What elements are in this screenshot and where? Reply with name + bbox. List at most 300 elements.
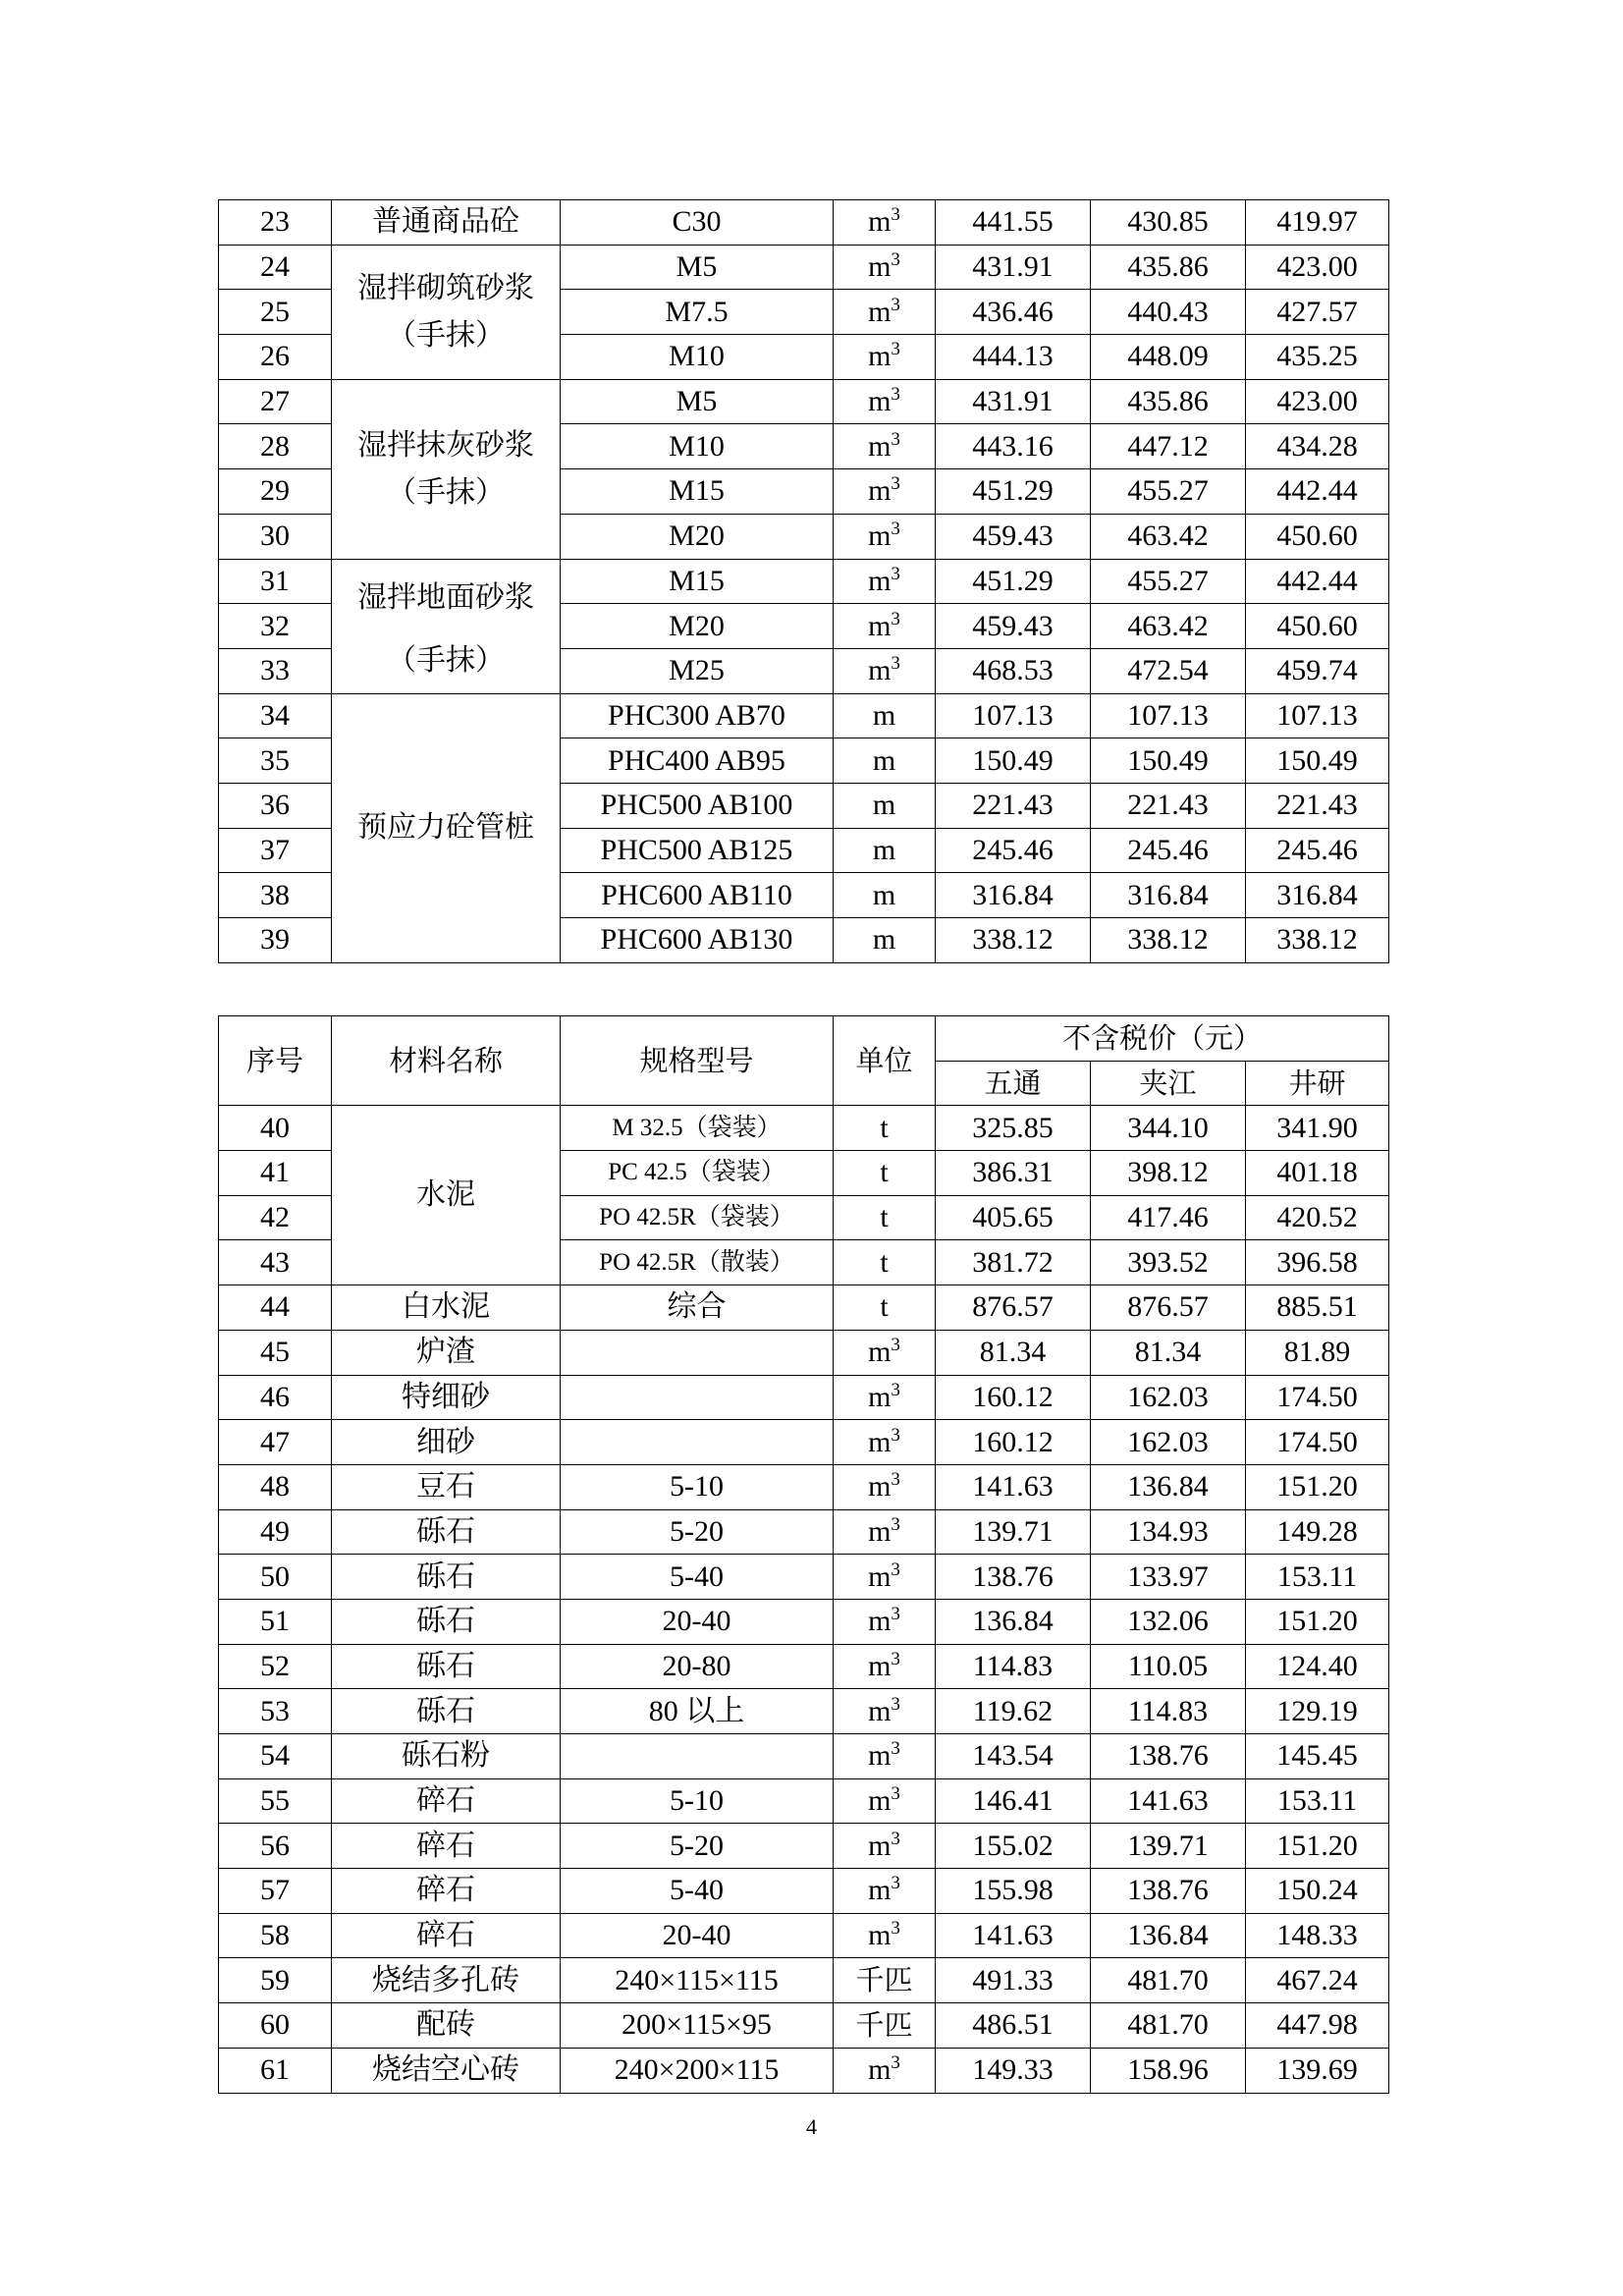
unit-cell: [834, 1375, 936, 1420]
unit-text: m: [868, 1425, 892, 1458]
unit-superscript: 3: [891, 473, 900, 495]
unit-cell: [834, 648, 936, 693]
header-row: [219, 1016, 1389, 1062]
row-number: 32: [219, 604, 332, 649]
spec-cell: 20-40: [561, 1913, 834, 1958]
price-jingyan: 442.44: [1246, 469, 1389, 515]
price-jingyan: 459.74: [1246, 648, 1389, 693]
price-jiajiang: 138.76: [1091, 1869, 1246, 1914]
price-jingyan: 129.19: [1246, 1689, 1389, 1734]
unit-text: m: [872, 698, 896, 732]
spec-cell: PC 42.5（袋装）: [561, 1151, 834, 1196]
price-wutong: 136.84: [936, 1599, 1091, 1644]
price-jiajiang: 338.12: [1091, 918, 1246, 963]
price-jiajiang: 472.54: [1091, 648, 1246, 693]
unit-text: m: [868, 1784, 892, 1818]
price-wutong: 221.43: [936, 783, 1091, 828]
spec-cell: M20: [561, 514, 834, 559]
group-line-1: 湿拌地面砂浆: [357, 579, 534, 615]
unit-cell: [834, 2048, 936, 2093]
price-jingyan: 148.33: [1246, 1913, 1389, 1958]
row-number: 56: [219, 1824, 332, 1869]
unit-cell: [834, 335, 936, 380]
unit-text: m: [872, 923, 896, 957]
table-row: [219, 1913, 1389, 1958]
unit-text: m: [868, 1380, 892, 1413]
price-wutong: 155.98: [936, 1869, 1091, 1914]
row-number: 55: [219, 1778, 332, 1824]
price-jiajiang: 132.06: [1091, 1599, 1246, 1644]
price-wutong: 431.91: [936, 379, 1091, 424]
row-number: 29: [219, 469, 332, 515]
price-jiajiang: 245.46: [1091, 828, 1246, 873]
price-wutong: 141.63: [936, 1913, 1091, 1958]
row-number: 44: [219, 1285, 332, 1331]
unit-cell: [834, 738, 936, 784]
spec-cell: 200×115×95: [561, 2003, 834, 2049]
price-jingyan: 151.20: [1246, 1824, 1389, 1869]
price-jingyan: 419.97: [1246, 200, 1389, 246]
unit-cell: [834, 783, 936, 828]
unit-superscript: 3: [891, 1783, 900, 1805]
unit-cell: [834, 1599, 936, 1644]
material-name: 砾石: [332, 1555, 561, 1600]
table-row: [219, 2048, 1389, 2093]
unit-text: m: [868, 1514, 892, 1548]
price-wutong: 876.57: [936, 1285, 1091, 1331]
price-wutong: 143.54: [936, 1734, 1091, 1779]
table-row: [219, 1464, 1389, 1509]
unit-text: t: [880, 1156, 889, 1189]
spec-cell: [561, 1734, 834, 1779]
unit-superscript: 3: [891, 519, 900, 540]
unit-text: m: [868, 2053, 892, 2087]
unit-superscript: 3: [891, 1828, 900, 1849]
unit-cell: [834, 1958, 936, 2003]
row-number: 24: [219, 245, 332, 290]
unit-text: t: [880, 1290, 889, 1324]
price-jingyan: 149.28: [1246, 1509, 1389, 1555]
table-row: [219, 559, 1389, 604]
table-row: [219, 379, 1389, 424]
price-jiajiang: 162.03: [1091, 1420, 1246, 1465]
unit-cell: [834, 873, 936, 918]
unit-superscript: 3: [891, 339, 900, 360]
material-name: 砾石: [332, 1509, 561, 1555]
price-jiajiang: 435.86: [1091, 245, 1246, 290]
material-name-group: [332, 559, 561, 693]
table-row: [219, 1734, 1389, 1779]
table-row: [219, 1106, 1389, 1151]
spec-cell: PHC600 AB110: [561, 873, 834, 918]
unit-superscript: 3: [891, 249, 900, 271]
price-wutong: 139.71: [936, 1509, 1091, 1555]
unit-text: m: [868, 609, 892, 642]
material-name: 碎石: [332, 1824, 561, 1869]
row-number: 30: [219, 514, 332, 559]
price-jingyan: 447.98: [1246, 2003, 1389, 2049]
price-jiajiang: 158.96: [1091, 2048, 1246, 2093]
unit-superscript: 3: [891, 1424, 900, 1446]
header-no: 序号: [219, 1016, 332, 1106]
price-wutong: 468.53: [936, 648, 1091, 693]
unit-superscript: 3: [891, 1513, 900, 1535]
price-jiajiang: 107.13: [1091, 693, 1246, 738]
unit-cell: [834, 290, 936, 335]
unit-text: m: [868, 1605, 892, 1638]
price-jingyan: 151.20: [1246, 1464, 1389, 1509]
spec-cell: M20: [561, 604, 834, 649]
price-wutong: 160.12: [936, 1420, 1091, 1465]
spec-cell: M5: [561, 245, 834, 290]
row-number: 35: [219, 738, 332, 784]
row-number: 59: [219, 1958, 332, 2003]
unit-text: m: [868, 1874, 892, 1907]
material-name: 白水泥: [332, 1285, 561, 1331]
spec-cell: 5-10: [561, 1464, 834, 1509]
unit-superscript: 3: [891, 1379, 900, 1400]
row-number: 53: [219, 1689, 332, 1734]
unit-superscript: 3: [891, 608, 900, 629]
spec-cell: M 32.5（袋装）: [561, 1106, 834, 1151]
price-jiajiang: 136.84: [1091, 1464, 1246, 1509]
price-wutong: 81.34: [936, 1330, 1091, 1375]
unit-text: m: [872, 833, 896, 866]
price-jiajiang: 393.52: [1091, 1240, 1246, 1285]
unit-cell: [834, 200, 936, 246]
price-jiajiang: 162.03: [1091, 1375, 1246, 1420]
price-jiajiang: 447.12: [1091, 424, 1246, 469]
material-name: 豆石: [332, 1464, 561, 1509]
price-jingyan: 885.51: [1246, 1285, 1389, 1331]
spec-cell: 20-80: [561, 1644, 834, 1689]
price-jiajiang: 876.57: [1091, 1285, 1246, 1331]
material-name-group: 水泥: [332, 1106, 561, 1285]
table-row: [219, 1330, 1389, 1375]
price-jingyan: 423.00: [1246, 379, 1389, 424]
table-row: [219, 245, 1389, 290]
price-jiajiang: 435.86: [1091, 379, 1246, 424]
unit-cell: [834, 379, 936, 424]
unit-text: m: [868, 1919, 892, 1952]
unit-text: m: [868, 295, 892, 328]
material-name: 砾石: [332, 1689, 561, 1734]
price-jingyan: 450.60: [1246, 514, 1389, 559]
price-jingyan: 153.11: [1246, 1778, 1389, 1824]
spec-cell: 80 以上: [561, 1689, 834, 1734]
price-jingyan: 81.89: [1246, 1330, 1389, 1375]
price-jiajiang: 110.05: [1091, 1644, 1246, 1689]
price-jingyan: 153.11: [1246, 1555, 1389, 1600]
price-wutong: 141.63: [936, 1464, 1091, 1509]
unit-superscript: 3: [891, 653, 900, 675]
price-jiajiang: 133.97: [1091, 1555, 1246, 1600]
price-jingyan: 151.20: [1246, 1599, 1389, 1644]
table-row: [219, 1599, 1389, 1644]
spec-cell: 5-40: [561, 1555, 834, 1600]
unit-superscript: 3: [891, 294, 900, 315]
table-row: [219, 1958, 1389, 2003]
price-wutong: 459.43: [936, 604, 1091, 649]
price-jingyan: 145.45: [1246, 1734, 1389, 1779]
unit-text: m: [868, 1829, 892, 1862]
material-name: 炉渣: [332, 1330, 561, 1375]
price-wutong: 486.51: [936, 2003, 1091, 2049]
price-jiajiang: 455.27: [1091, 469, 1246, 515]
unit-text: m: [868, 1559, 892, 1593]
row-number: 45: [219, 1330, 332, 1375]
price-wutong: 245.46: [936, 828, 1091, 873]
row-number: 52: [219, 1644, 332, 1689]
unit-text: m: [872, 789, 896, 822]
row-number: 48: [219, 1464, 332, 1509]
price-jiajiang: 316.84: [1091, 873, 1246, 918]
unit-superscript: 3: [891, 1918, 900, 1940]
price-jingyan: 174.50: [1246, 1375, 1389, 1420]
price-table-part-2: [218, 1015, 1389, 2094]
table-row: [219, 200, 1389, 246]
unit-cell: [834, 1913, 936, 1958]
price-table-part-1: [218, 199, 1389, 963]
unit-superscript: 3: [891, 428, 900, 450]
price-wutong: 149.33: [936, 2048, 1091, 2093]
row-number: 58: [219, 1913, 332, 1958]
row-number: 26: [219, 335, 332, 380]
table-row: [219, 1375, 1389, 1420]
unit-text: m: [868, 1694, 892, 1727]
row-number: 46: [219, 1375, 332, 1420]
price-wutong: 338.12: [936, 918, 1091, 963]
unit-text: m: [868, 340, 892, 373]
table-row: [219, 1824, 1389, 1869]
row-number: 40: [219, 1106, 332, 1151]
price-wutong: 451.29: [936, 469, 1091, 515]
spec-cell: M15: [561, 469, 834, 515]
price-jingyan: 139.69: [1246, 2048, 1389, 2093]
price-jiajiang: 481.70: [1091, 2003, 1246, 2049]
unit-cell: [834, 1464, 936, 1509]
unit-text: m: [868, 250, 892, 284]
row-number: 43: [219, 1240, 332, 1285]
spec-cell: 5-20: [561, 1509, 834, 1555]
price-jingyan: 420.52: [1246, 1195, 1389, 1240]
material-name: 细砂: [332, 1420, 561, 1465]
price-jingyan: 174.50: [1246, 1420, 1389, 1465]
unit-cell: [834, 1734, 936, 1779]
unit-text: t: [880, 1201, 889, 1234]
price-jiajiang: 139.71: [1091, 1824, 1246, 1869]
row-number: 49: [219, 1509, 332, 1555]
unit-text: m: [868, 1649, 892, 1682]
header-jiajiang: 夹江: [1091, 1061, 1246, 1106]
row-number: 27: [219, 379, 332, 424]
unit-superscript: 3: [891, 2052, 900, 2074]
material-name-group: 湿拌砌筑砂浆 （手抹）: [332, 245, 561, 379]
material-name: 砾石: [332, 1644, 561, 1689]
unit-cell: [834, 1644, 936, 1689]
unit-text: t: [880, 1245, 889, 1279]
price-jiajiang: 150.49: [1091, 738, 1246, 784]
spec-cell: [561, 1375, 834, 1420]
row-number: 47: [219, 1420, 332, 1465]
unit-cell: [834, 1420, 936, 1465]
unit-text: m: [868, 1470, 892, 1503]
row-number: 28: [219, 424, 332, 469]
price-jingyan: 396.58: [1246, 1240, 1389, 1285]
row-number: 37: [219, 828, 332, 873]
material-name: 碎石: [332, 1869, 561, 1914]
material-name: 碎石: [332, 1778, 561, 1824]
unit-cell: [834, 559, 936, 604]
spec-cell: M10: [561, 335, 834, 380]
price-wutong: 386.31: [936, 1151, 1091, 1196]
unit-text: m: [872, 878, 896, 911]
material-name: 配砖: [332, 2003, 561, 2049]
price-jingyan: 245.46: [1246, 828, 1389, 873]
spec-cell: PHC500 AB100: [561, 783, 834, 828]
spec-cell: PHC300 AB70: [561, 693, 834, 738]
unit-superscript: 3: [891, 204, 900, 226]
unit-cell: [834, 693, 936, 738]
price-wutong: 444.13: [936, 335, 1091, 380]
material-name: 砾石粉: [332, 1734, 561, 1779]
unit-cell: [834, 1555, 936, 1600]
spec-cell: [561, 1420, 834, 1465]
price-jiajiang: 430.85: [1091, 200, 1246, 246]
unit-superscript: 3: [891, 1693, 900, 1715]
unit-superscript: 3: [891, 1335, 900, 1356]
header-price-group: 不含税价（元）: [936, 1016, 1389, 1062]
price-wutong: 325.85: [936, 1106, 1091, 1151]
unit-text: m: [868, 429, 892, 463]
price-jiajiang: 440.43: [1091, 290, 1246, 335]
price-jiajiang: 455.27: [1091, 559, 1246, 604]
spec-cell: PO 42.5R（散装）: [561, 1240, 834, 1285]
row-number: 39: [219, 918, 332, 963]
row-number: 61: [219, 2048, 332, 2093]
price-jingyan: 150.24: [1246, 1869, 1389, 1914]
unit-superscript: 3: [891, 1873, 900, 1894]
spec-cell: M25: [561, 648, 834, 693]
header-wutong: 五通: [936, 1061, 1091, 1106]
unit-superscript: 3: [891, 563, 900, 584]
spec-cell: PHC500 AB125: [561, 828, 834, 873]
price-wutong: 459.43: [936, 514, 1091, 559]
spec-cell: PHC600 AB130: [561, 918, 834, 963]
price-jingyan: 107.13: [1246, 693, 1389, 738]
table-row: [219, 1644, 1389, 1689]
unit-text: m: [868, 205, 892, 239]
price-jiajiang: 134.93: [1091, 1509, 1246, 1555]
price-wutong: 491.33: [936, 1958, 1091, 2003]
price-jingyan: 427.57: [1246, 290, 1389, 335]
spec-cell: 5-20: [561, 1824, 834, 1869]
material-name-group: 预应力砼管桩: [332, 693, 561, 962]
unit-text: m: [868, 1739, 892, 1773]
spec-cell: 240×115×115: [561, 1958, 834, 2003]
price-jingyan: 341.90: [1246, 1106, 1389, 1151]
spec-cell: 综合: [561, 1285, 834, 1331]
row-number: 41: [219, 1151, 332, 1196]
price-wutong: 160.12: [936, 1375, 1091, 1420]
unit-cell: [834, 604, 936, 649]
price-wutong: 155.02: [936, 1824, 1091, 1869]
table-row: [219, 1420, 1389, 1465]
table-row: [219, 1869, 1389, 1914]
unit-text: 千匹: [855, 1963, 913, 1997]
unit-superscript: 3: [891, 1558, 900, 1580]
row-number: 33: [219, 648, 332, 693]
table-row: [219, 1778, 1389, 1824]
price-jiajiang: 136.84: [1091, 1913, 1246, 1958]
price-jiajiang: 448.09: [1091, 335, 1246, 380]
unit-text: m: [868, 385, 892, 418]
spec-cell: 20-40: [561, 1599, 834, 1644]
price-jingyan: 467.24: [1246, 1958, 1389, 2003]
unit-text: m: [868, 564, 892, 597]
spec-cell: M7.5: [561, 290, 834, 335]
price-wutong: 405.65: [936, 1195, 1091, 1240]
row-number: 42: [219, 1195, 332, 1240]
unit-cell: [834, 1240, 936, 1285]
row-number: 25: [219, 290, 332, 335]
row-number: 50: [219, 1555, 332, 1600]
unit-text: m: [868, 1336, 892, 1369]
unit-superscript: 3: [891, 1738, 900, 1760]
unit-cell: [834, 918, 936, 963]
unit-text: m: [868, 519, 892, 553]
unit-cell: [834, 1869, 936, 1914]
header-jingyan: 井研: [1246, 1061, 1389, 1106]
unit-cell: [834, 1824, 936, 1869]
price-wutong: 119.62: [936, 1689, 1091, 1734]
unit-text: m: [872, 743, 896, 777]
price-jiajiang: 138.76: [1091, 1734, 1246, 1779]
price-wutong: 316.84: [936, 873, 1091, 918]
unit-superscript: 3: [891, 384, 900, 406]
row-number: 31: [219, 559, 332, 604]
unit-cell: [834, 1285, 936, 1331]
price-wutong: 443.16: [936, 424, 1091, 469]
header-spec: 规格型号: [561, 1016, 834, 1106]
row-number: 60: [219, 2003, 332, 2049]
spec-cell: M10: [561, 424, 834, 469]
spec-cell: PO 42.5R（袋装）: [561, 1195, 834, 1240]
price-jingyan: 434.28: [1246, 424, 1389, 469]
unit-text: m: [868, 654, 892, 687]
spec-cell: M5: [561, 379, 834, 424]
unit-cell: [834, 1151, 936, 1196]
spec-cell: C30: [561, 200, 834, 246]
price-jiajiang: 463.42: [1091, 514, 1246, 559]
unit-cell: [834, 1195, 936, 1240]
price-wutong: 107.13: [936, 693, 1091, 738]
unit-text: t: [880, 1111, 889, 1144]
price-jingyan: 124.40: [1246, 1644, 1389, 1689]
unit-cell: [834, 1106, 936, 1151]
price-jiajiang: 481.70: [1091, 1958, 1246, 2003]
spec-cell: 5-40: [561, 1869, 834, 1914]
header-name: 材料名称: [332, 1016, 561, 1106]
unit-cell: [834, 828, 936, 873]
price-wutong: 146.41: [936, 1778, 1091, 1824]
price-wutong: 150.49: [936, 738, 1091, 784]
table-row: [219, 2003, 1389, 2049]
spec-cell: 240×200×115: [561, 2048, 834, 2093]
table-row: [219, 693, 1389, 738]
unit-superscript: 3: [891, 1469, 900, 1491]
unit-cell: [834, 1778, 936, 1824]
